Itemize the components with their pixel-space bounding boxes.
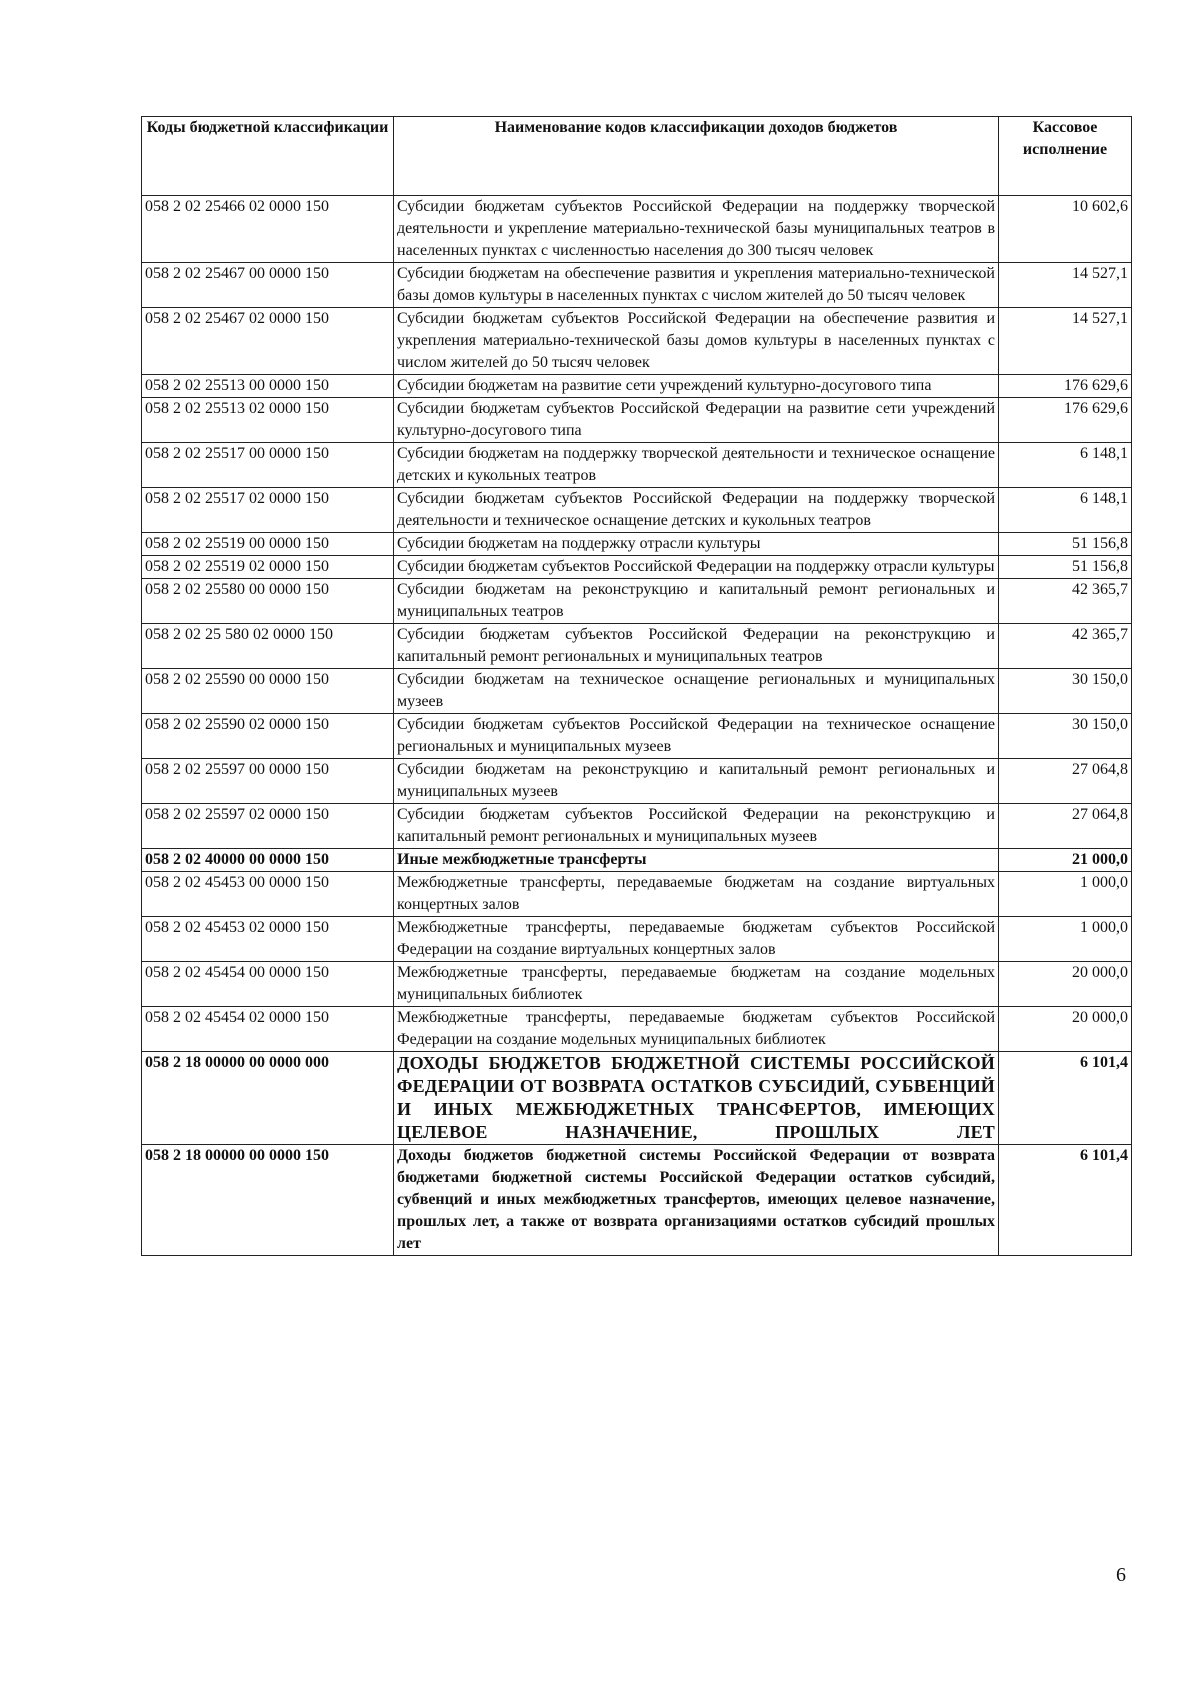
table-row [142,872,1132,917]
table-body [142,196,1132,1256]
budget-code-cell: 058 2 02 25519 02 0000 150 [142,556,394,579]
table-row [142,579,1132,624]
table-row [142,1145,1132,1256]
cash-execution-cell: 14 527,1 [999,263,1132,308]
cash-execution-cell: 27 064,8 [999,759,1132,804]
classification-name-cell: Субсидии бюджетам на реконструкцию и капитальный ремонт региональных и муниципальных театров [394,579,999,624]
table-row [142,1007,1132,1052]
classification-name-cell: Межбюджетные трансферты, передаваемые бюджетам субъектов Российской Федерации на создание модельных муниципальных библиотек [394,1007,999,1052]
cash-execution-cell: 30 150,0 [999,714,1132,759]
classification-name-cell: Межбюджетные трансферты, передаваемые бюджетам субъектов Российской Федерации на создание виртуальных концертных залов [394,917,999,962]
classification-name-cell: Иные межбюджетные трансферты [394,849,999,872]
header-code: Коды бюджетной классификации [142,117,394,196]
table-row [142,488,1132,533]
document-sheet [141,116,1131,1256]
table-row [142,556,1132,579]
classification-name-cell: Межбюджетные трансферты, передаваемые бюджетам на создание виртуальных концертных залов [394,872,999,917]
budget-code-cell: 058 2 02 45453 00 0000 150 [142,872,394,917]
cash-execution-cell: 6 148,1 [999,488,1132,533]
cash-execution-cell: 42 365,7 [999,579,1132,624]
cash-execution-cell: 1 000,0 [999,917,1132,962]
budget-code-cell: 058 2 02 25597 00 0000 150 [142,759,394,804]
table-row [142,714,1132,759]
table-row [142,533,1132,556]
classification-name-cell: Субсидии бюджетам на реконструкцию и капитальный ремонт региональных и муниципальных музеев [394,759,999,804]
classification-name-cell: Субсидии бюджетам субъектов Российской Федерации на поддержку отрасли культуры [394,556,999,579]
table-row [142,917,1132,962]
classification-name-cell: Субсидии бюджетам субъектов Российской Федерации на обеспечение развития и укрепления материально-технической базы домов культуры в населенных пунктах с числом жителей до 50 тысяч человек [394,308,999,375]
classification-name-cell: Субсидии бюджетам на поддержку отрасли культуры [394,533,999,556]
classification-name-cell: Субсидии бюджетам субъектов Российской Федерации на реконструкцию и капитальный ремонт региональных и муниципальных театров [394,624,999,669]
table-row [142,196,1132,263]
table-row [142,624,1132,669]
table-row [142,849,1132,872]
budget-code-cell: 058 2 02 25517 02 0000 150 [142,488,394,533]
cash-execution-cell: 42 365,7 [999,624,1132,669]
budget-code-cell: 058 2 02 45454 00 0000 150 [142,962,394,1007]
classification-name-cell: Субсидии бюджетам субъектов Российской Федерации на реконструкцию и капитальный ремонт региональных и муниципальных музеев [394,804,999,849]
classification-name-cell: Субсидии бюджетам субъектов Российской Федерации на развитие сети учреждений культурно-досугового типа [394,398,999,443]
classification-name-cell: Межбюджетные трансферты, передаваемые бюджетам на создание модельных муниципальных библиотек [394,962,999,1007]
budget-code-cell: 058 2 02 25580 00 0000 150 [142,579,394,624]
cash-execution-cell: 20 000,0 [999,1007,1132,1052]
budget-code-cell: 058 2 02 25 580 02 0000 150 [142,624,394,669]
budget-code-cell: 058 2 02 25513 02 0000 150 [142,398,394,443]
cash-execution-cell: 30 150,0 [999,669,1132,714]
classification-name-cell: Субсидии бюджетам субъектов Российской Федерации на поддержку творческой деятельности и техническое оснащение детских и кукольных театров [394,488,999,533]
table-row [142,804,1132,849]
cash-execution-cell: 176 629,6 [999,398,1132,443]
budget-code-cell: 058 2 18 00000 00 0000 000 [142,1052,394,1145]
cash-execution-cell: 6 101,4 [999,1052,1132,1145]
table-row [142,669,1132,714]
table-row [142,398,1132,443]
table-row [142,308,1132,375]
cash-execution-cell: 6 148,1 [999,443,1132,488]
cash-execution-cell: 6 101,4 [999,1145,1132,1256]
budget-code-cell: 058 2 02 25513 00 0000 150 [142,375,394,398]
budget-code-cell: 058 2 02 45453 02 0000 150 [142,917,394,962]
budget-table [141,116,1132,1256]
classification-name-cell: Субсидии бюджетам субъектов Российской Федерации на поддержку творческой деятельности и укрепление материально-технической базы муниципальных театров в населенных пунктах с численностью населения до 300 тысяч человек [394,196,999,263]
budget-code-cell: 058 2 02 25590 00 0000 150 [142,669,394,714]
classification-name-cell: Доходы бюджетов бюджетной системы Российской Федерации от возврата бюджетами бюджетной системы Российской Федерации остатков субсидий, субвенций и иных межбюджетных трансфертов, имеющих целевое назначение, прошлых лет, а также от возврата организациями остатков субсидий прошлых лет [394,1145,999,1256]
budget-code-cell: 058 2 02 25467 02 0000 150 [142,308,394,375]
budget-code-cell: 058 2 18 00000 00 0000 150 [142,1145,394,1256]
budget-code-cell: 058 2 02 40000 00 0000 150 [142,849,394,872]
cash-execution-cell: 51 156,8 [999,556,1132,579]
budget-code-cell: 058 2 02 25467 00 0000 150 [142,263,394,308]
cash-execution-cell: 21 000,0 [999,849,1132,872]
table-row [142,443,1132,488]
header-name: Наименование кодов классификации доходов бюджетов [394,117,999,196]
cash-execution-cell: 27 064,8 [999,804,1132,849]
cash-execution-cell: 10 602,6 [999,196,1132,263]
table-row [142,1052,1132,1145]
budget-code-cell: 058 2 02 25597 02 0000 150 [142,804,394,849]
classification-name-cell: Субсидии бюджетам на развитие сети учреждений культурно-досугового типа [394,375,999,398]
header-sum: Кассовое исполнение [999,117,1132,196]
budget-code-cell: 058 2 02 25517 00 0000 150 [142,443,394,488]
classification-name-cell: Субсидии бюджетам на техническое оснащение региональных и муниципальных музеев [394,669,999,714]
classification-name-cell: ДОХОДЫ БЮДЖЕТОВ БЮДЖЕТНОЙ СИСТЕМЫ РОССИЙСКОЙ ФЕДЕРАЦИИ ОТ ВОЗВРАТА ОСТАТКОВ СУБСИДИЙ, СУБВЕНЦИЙ И ИНЫХ МЕЖБЮДЖЕТНЫХ ТРАНСФЕРТОВ, ИМЕЮЩИХ ЦЕЛЕВОЕ НАЗНАЧЕНИЕ, ПРОШЛЫХ ЛЕТ [394,1052,999,1145]
cash-execution-cell: 176 629,6 [999,375,1132,398]
table-header-row [142,117,1132,196]
table-row [142,962,1132,1007]
budget-code-cell: 058 2 02 25466 02 0000 150 [142,196,394,263]
table-row [142,375,1132,398]
classification-name-cell: Субсидии бюджетам субъектов Российской Федерации на техническое оснащение региональных и муниципальных музеев [394,714,999,759]
page-number: 6 [1116,1564,1126,1586]
classification-name-cell: Субсидии бюджетам на поддержку творческой деятельности и техническое оснащение детских и кукольных театров [394,443,999,488]
budget-code-cell: 058 2 02 25590 02 0000 150 [142,714,394,759]
table-row [142,759,1132,804]
classification-name-cell: Субсидии бюджетам на обеспечение развития и укрепления материально-технической базы домов культуры в населенных пунктах с числом жителей до 50 тысяч человек [394,263,999,308]
cash-execution-cell: 1 000,0 [999,872,1132,917]
cash-execution-cell: 51 156,8 [999,533,1132,556]
table-row [142,263,1132,308]
budget-code-cell: 058 2 02 45454 02 0000 150 [142,1007,394,1052]
cash-execution-cell: 20 000,0 [999,962,1132,1007]
budget-code-cell: 058 2 02 25519 00 0000 150 [142,533,394,556]
cash-execution-cell: 14 527,1 [999,308,1132,375]
